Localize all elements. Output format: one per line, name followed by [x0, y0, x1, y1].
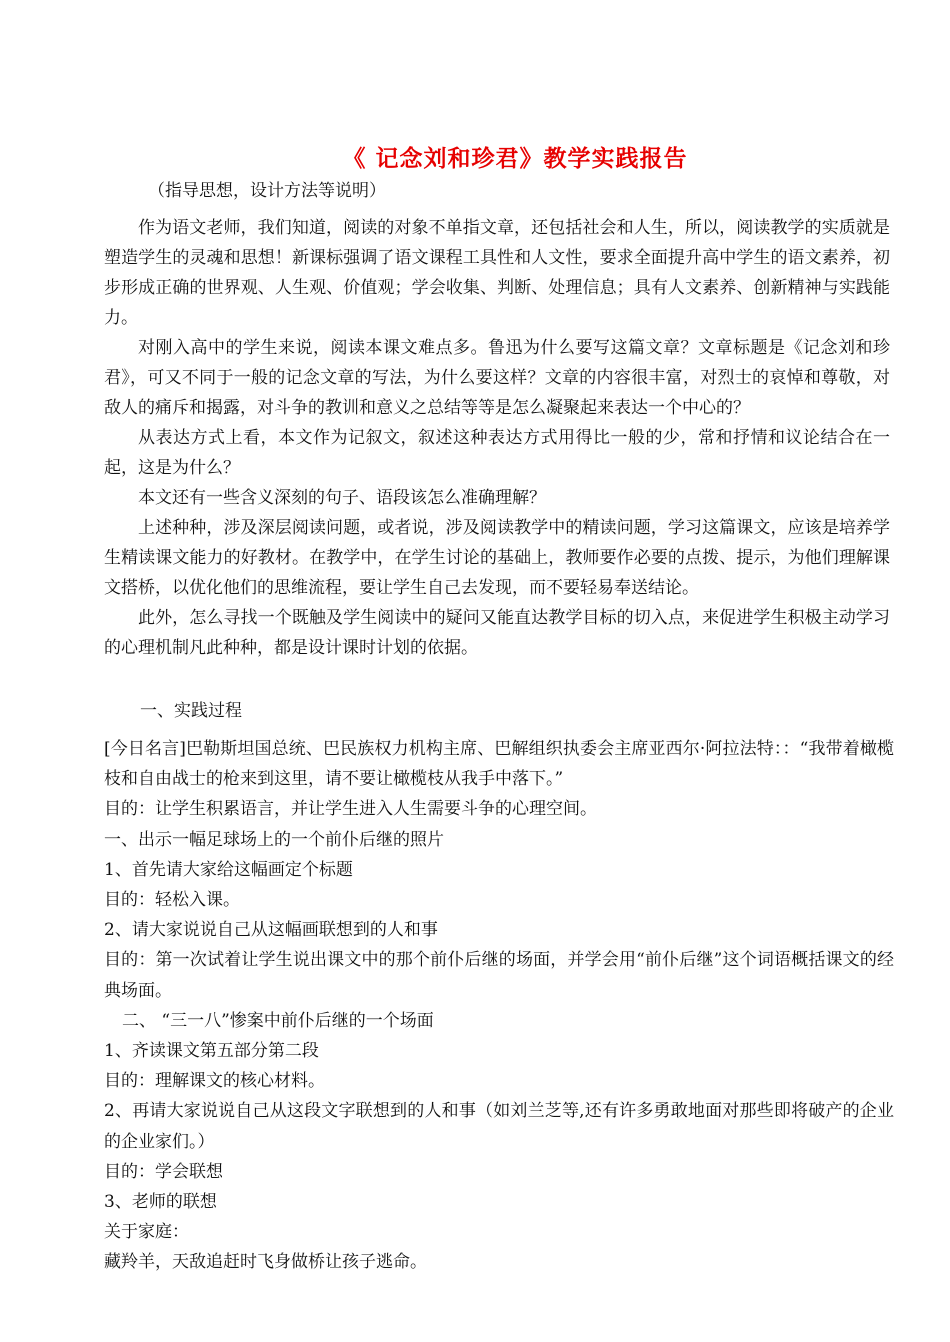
text-line: 一、出示一幅足球场上的一个前仆后继的照片 [104, 829, 444, 850]
text-line: 目的：让学生积累语言，并让学生进入人生需要斗争的心理空间。 [104, 799, 597, 820]
intro-paragraph: 本文还有一些含义深刻的句子、语段该怎么准确理解？ [138, 488, 546, 508]
text-line: 目的：学会联想 [104, 1161, 223, 1182]
text-line: [今日名言]巴勒斯坦国总统、巴民族权力机构主席、巴解组织执委会主席亚西尔·阿拉法特：：“我带着橄榄枝和自由战士的枪来到这里，请不要让橄榄枝从我手中落下。” [104, 739, 894, 790]
text-line: 2、请大家说说自己从这幅画联想到的人和事 [104, 920, 438, 941]
text-line: 二、 “三一八”惨案中前仆后继的一个场面 [122, 1010, 434, 1031]
intro-section [104, 213, 890, 663]
intro-paragraph: 对刚入高中的学生来说，阅读本课文难点多。鲁迅为什么要写这篇文章？文章标题是《记念刘和珍君》，可又不同于一般的记念文章的写法，为什么要这样？文章的内容很丰富，对烈士的哀悼和尊敬，对敌人的痛斥和揭露，对斗争的教训和意义之总结等等是怎么凝聚起来表达一个中心的？ [104, 338, 890, 418]
text-line: 关于家庭： [104, 1222, 189, 1243]
text-line: 藏羚羊，天敌追赶时飞身做桥让孩子逃命。 [104, 1252, 427, 1273]
text-line: 目的：第一次试着让学生说出课文中的那个前仆后继的场面，并学会用“前仆后继”这个词语概括课文的经典场面。 [104, 950, 894, 1001]
document-subtitle: （指导思想，设计方法等说明） [148, 181, 386, 201]
practice-section [104, 734, 894, 1278]
text-line: 目的：轻松入课。 [104, 890, 240, 911]
intro-paragraph: 此外，怎么寻找一个既触及学生阅读中的疑问又能直达教学目标的切入点，来促进学生积极主动学习的心理机制凡此种种，都是设计课时计划的依据。 [104, 608, 890, 658]
intro-paragraph: 作为语文老师，我们知道，阅读的对象不单指文章，还包括社会和人生，所以，阅读教学的实质就是塑造学生的灵魂和思想！新课标强调了语文课程工具性和人文性，要求全面提升高中学生的语文素养，初步形成正确的世界观、人生观、价值观；学会收集、判断、处理信息；具有人文素养、创新精神与实践能力。 [104, 218, 890, 328]
text-line: 3、老师的联想 [104, 1192, 217, 1213]
section-heading: 一、实践过程 [140, 701, 242, 721]
intro-paragraph: 从表达方式上看，本文作为记叙文，叙述这种表达方式用得比一般的少，常和抒情和议论结合在一起，这是为什么？ [104, 428, 890, 478]
text-line: 2、再请大家说说自己从这段文字联想到的人和事（如刘兰芝等,还有许多勇敢地面对那些即将破产的企业的企业家们。） [104, 1101, 894, 1152]
text-line: 1、首先请大家给这幅画定个标题 [104, 859, 353, 880]
text-line: 目的：理解课文的核心材料。 [104, 1071, 325, 1092]
text-line: 1、齐读课文第五部分第二段 [104, 1041, 319, 1062]
document-title: 《 记念刘和珍君》教学实践报告 [342, 145, 688, 172]
intro-paragraph: 上述种种，涉及深层阅读问题，或者说，涉及阅读教学中的精读问题，学习这篇课文，应该是培养学生精读课文能力的好教材。在教学中，在学生讨论的基础上，教师要作必要的点拨、提示，为他们理解课文搭桥，以优化他们的思维流程，要让学生自己去发现，而不要轻易奉送结论。 [104, 518, 890, 598]
